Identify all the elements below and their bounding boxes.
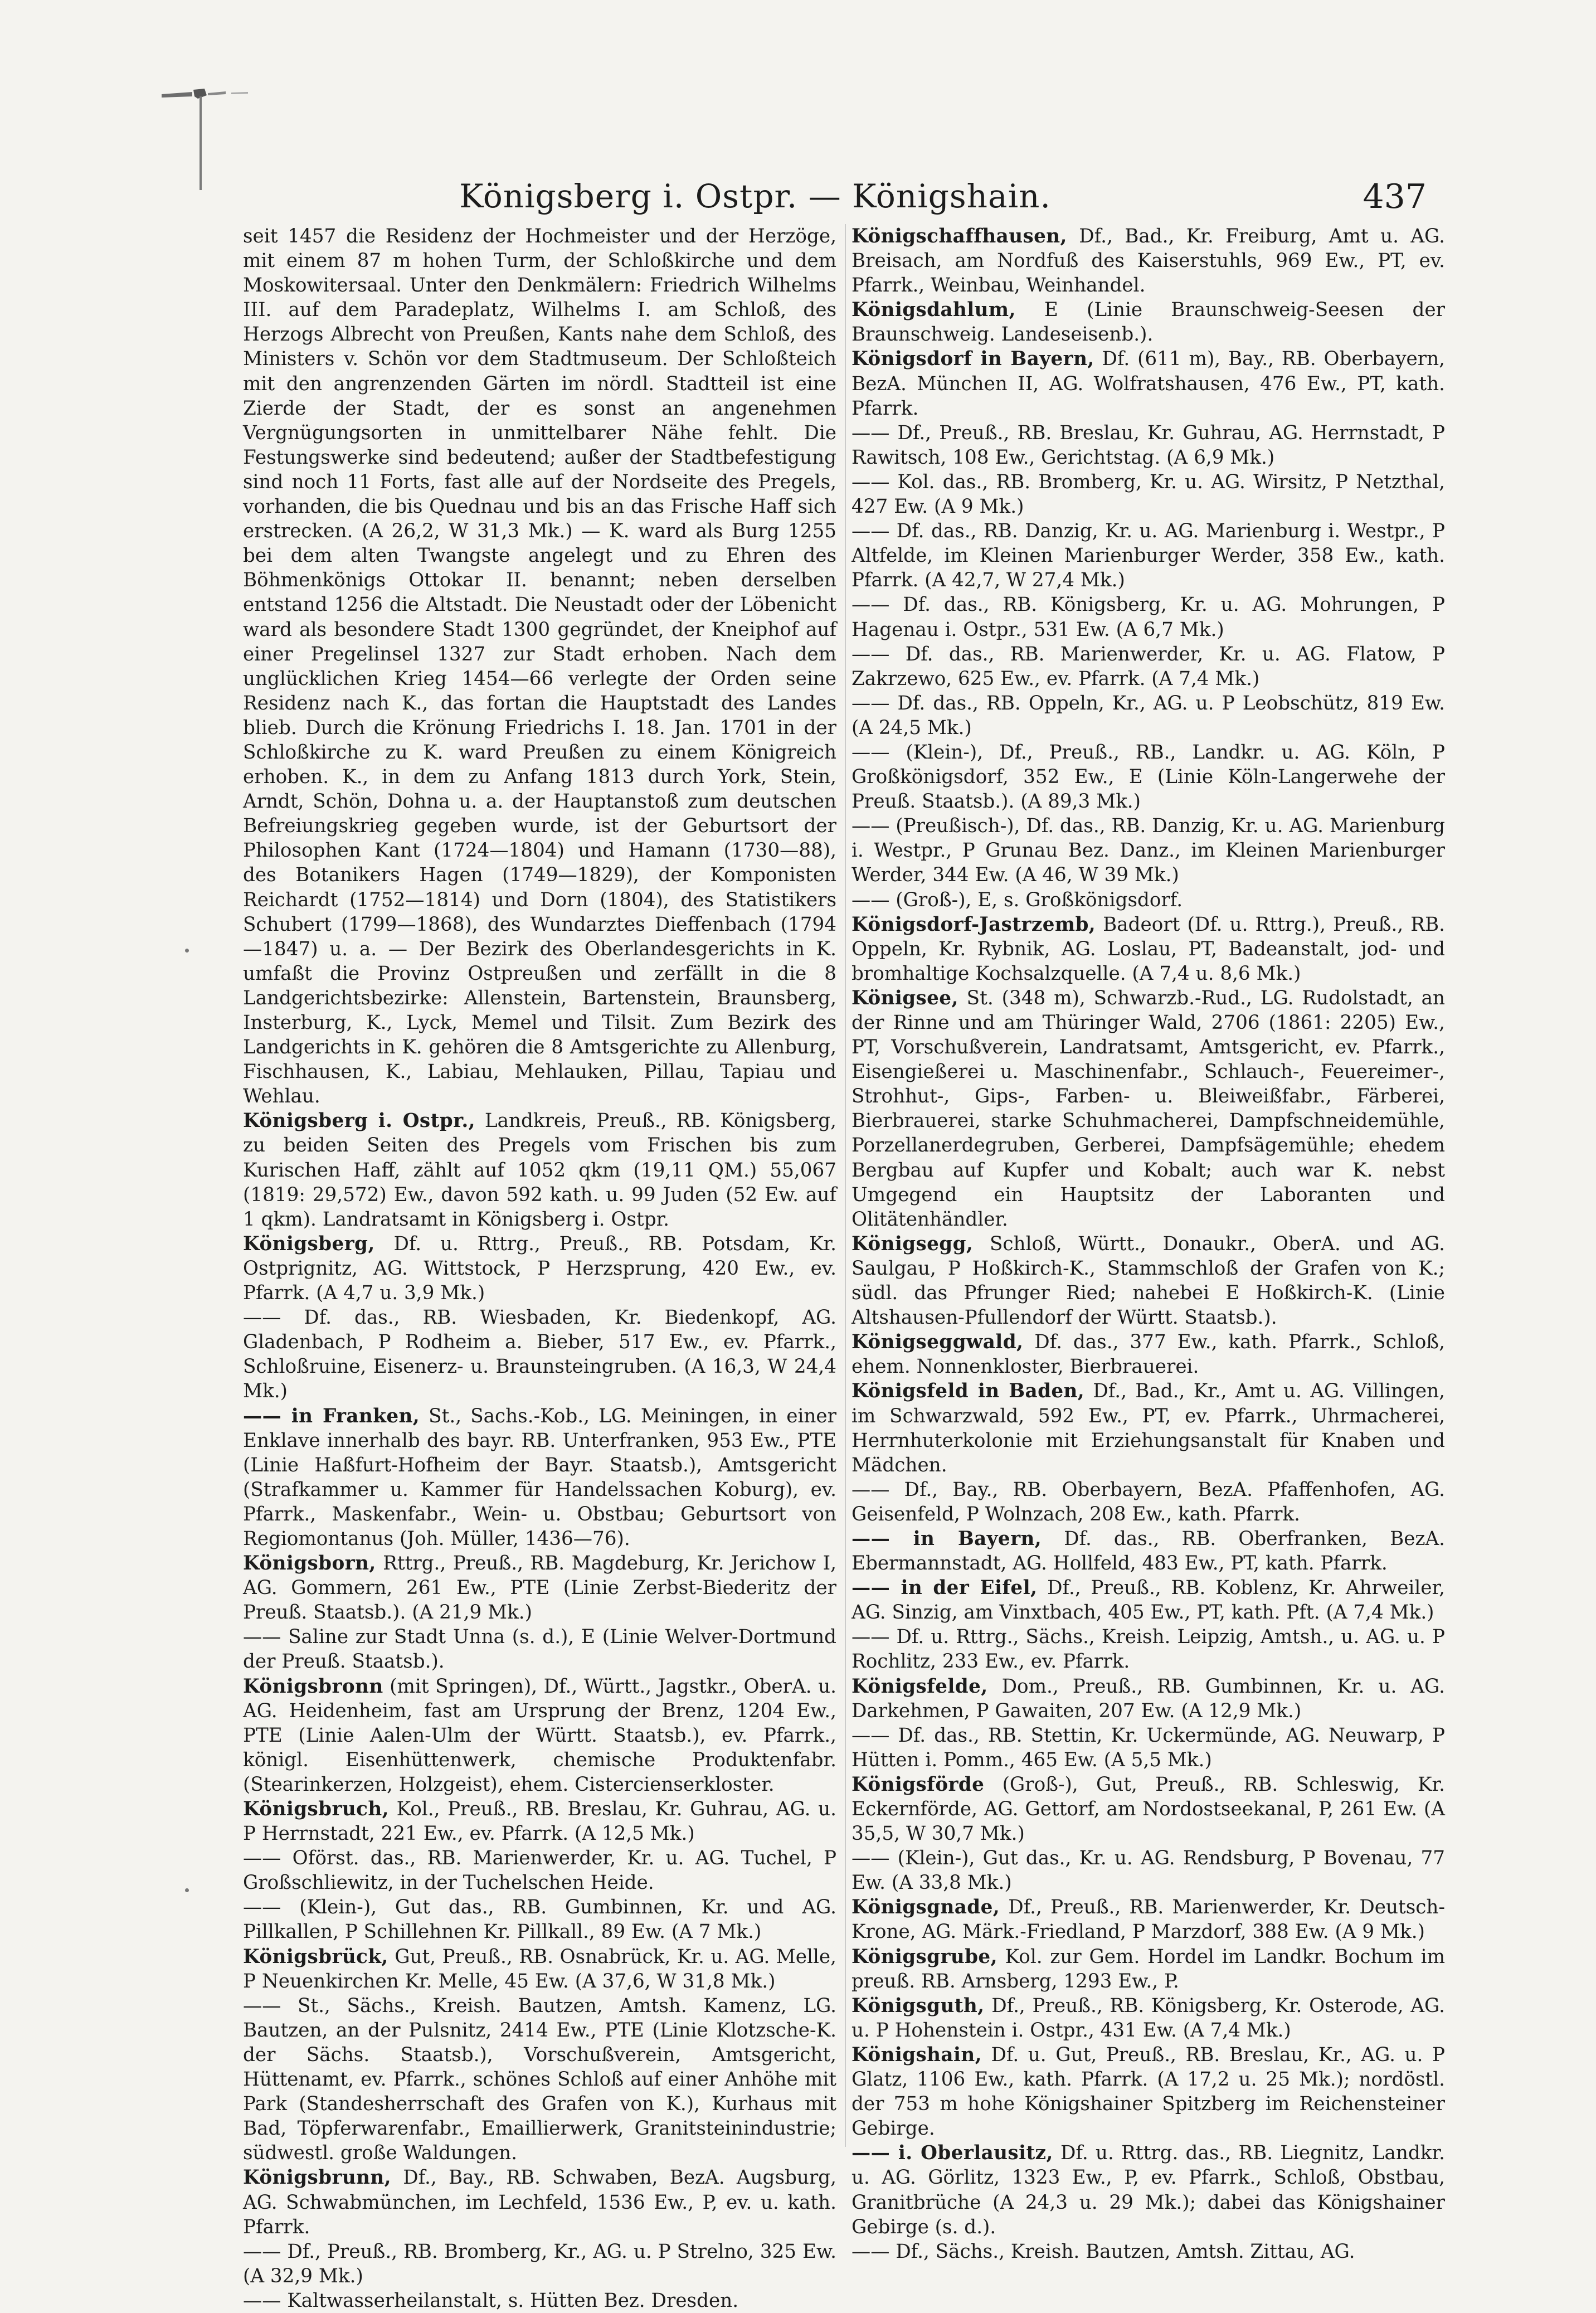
entry-text: —— Df., Bay., RB. Oberbayern, BezA. Pfaffenhofen, AG. Geisenfeld, P Wolnzach, 208 Ew., kath. Pfarrk. (851, 1478, 1445, 1525)
entry-text: —— Df. das., RB. Marienwerder, Kr. u. AG. Flatow, P Zakrzewo, 625 Ew., ev. Pfarrk. (A 7,4 Mk.) (851, 643, 1445, 690)
page-header (184, 177, 1427, 222)
entry-text: Badeort (Df. u. Rttrg.), Preuß., RB. Oppeln, Kr. Rybnik, AG. Loslau, PT, Badeanstalt, jod- und bromhaltige Kochsalzquelle. (A 7,4 u. 8,6 Mk.) (851, 913, 1445, 985)
entry-text: —— Kaltwasserheilanstalt, s. Hütten Bez. Dresden. (243, 2289, 739, 2312)
dictionary-entry (243, 1232, 836, 1305)
entry-text: —— Df. das., RB. Danzig, Kr. u. AG. Marienburg i. Westpr., P Altfelde, im Kleinen Marienburger Werder, 358 Ew., kath. Pfarrk. (A 42,7, W 27,4 Mk.) (851, 520, 1445, 592)
right-column (851, 224, 1446, 2263)
entry-text: Df., Bad., Kr. Freiburg, Amt u. AG. Breisach, am Nordfuß des Kaiserstuhls, 969 Ew., PT, ev. Pfarrk., Weinbau, Weinhandel. (851, 225, 1445, 297)
column-divider (845, 224, 846, 2147)
dictionary-entry (851, 642, 1445, 691)
entry-headword: Königsgnade, (851, 1896, 1000, 1919)
entry-headword: Königsbrunn, (243, 2166, 391, 2189)
dictionary-entry (851, 1994, 1445, 2043)
scan-mark-icon (159, 86, 270, 192)
entry-headword: Königsberg, (243, 1232, 375, 1255)
entry-text: —— St., Sächs., Kreish. Bautzen, Amtsh. Kamenz, LG. Bautzen, an der Pulsnitz, 2414 Ew., PTE (Linie Klotzsche-K. der Sächs. Staatsb.), Vorschußverein, Amtsgericht, Hüttenamt, ev. Pfarrk., schönes Schloß auf einer Anhöhe mit Park (Standesherrschaft des Grafen von K.), Kurhaus mit Bad, Töpferwarenfabr., Emaillierwerk, Granitsteinindustrie; südwestl. große Waldungen. (243, 1994, 836, 2165)
dictionary-entry (851, 592, 1445, 642)
entry-text: —— Df., Sächs., Kreish. Bautzen, Amtsh. Zittau, AG. (851, 2240, 1355, 2263)
dictionary-entry (243, 1404, 836, 1552)
entry-headword: Königsfelde, (851, 1675, 988, 1698)
entry-text: Df. das., 377 Ew., kath. Pfarrk., Schloß, ehem. Nonnenkloster, Bierbrauerei. (851, 1331, 1445, 1378)
dictionary-entry (851, 1945, 1445, 1994)
dictionary-entry (851, 1576, 1445, 1625)
dictionary-entry (851, 1232, 1445, 1330)
dictionary-entry (851, 2239, 1445, 2264)
margin-dot (185, 949, 189, 953)
entry-text: Df. das., RB. Oberfranken, BezA. Ebermannstadt, AG. Hollfeld, 483 Ew., PT, kath. Pfarrk. (851, 1527, 1446, 1575)
dictionary-entry (851, 421, 1445, 470)
entry-text: Df., Bay., RB. Schwaben, BezA. Augsburg, AG. Schwabmünchen, im Lechfeld, 1536 Ew., P, ev. u. kath. Pfarrk. (243, 2166, 836, 2238)
entry-text: Kol. zur Gem. Hordel im Landkr. Bochum im preuß. RB. Arnsberg, 1293 Ew., P. (851, 1945, 1445, 1993)
entry-text: Kol., Preuß., RB. Breslau, Kr. Guhrau, AG. u. P Herrnstadt, 221 Ew., ev. Pfarrk. (A 12,5 Mk.) (243, 1798, 836, 1845)
entry-headword: Königsee, (851, 987, 958, 1009)
dictionary-entry (243, 1846, 836, 1895)
entry-text: Landkreis, Preuß., RB. Königsberg, zu beiden Seiten des Pregels vom Frischen bis zum Kurischen Haff, zählt auf 1052 qkm (19,11 QM.) 55,067 (1819: 29,572) Ew., davon 592 kath. u. 99 Juden (52 Ew. auf 1 qkm). Landratsamt in Königsberg i. Ostpr. (243, 1110, 836, 1231)
running-title: Königsberg i. Ostpr. — Königshain. (459, 177, 1051, 215)
entry-text: Df., Preuß., RB. Königsberg, Kr. Osterode, AG. u. P Hohenstein i. Ostpr., 431 Ew. (A 7,4 Mk.) (851, 1994, 1445, 2042)
entry-text: —— Df. das., RB. Wiesbaden, Kr. Biedenkopf, AG. Gladenbach, P Rodheim a. Bieber, 517 Ew., ev. Pfarrk., Schloßruine, Eisenerz- u. Braunsteingruben. (A 16,3, W 24,4 Mk.) (243, 1306, 836, 1403)
entry-headword: —— in Bayern, (851, 1527, 1042, 1550)
entry-headword: Königseggwald, (851, 1331, 1024, 1354)
entry-headword: Königschaffhausen, (851, 225, 1067, 247)
entry-text: (mit Springen), Df., Württ., Jagstkr., OberA. u. AG. Heidenheim, fast am Ursprung der Brenz, 1204 Ew., PTE (Linie Aalen-Ulm der Württ. Staatsb.), ev. Pfarrk., königl. Eisenhüttenwerk, chemische Produktenfabr. (Stearinkerzen, Holzgeist), ehem. Cistercienserkloster. (243, 1675, 836, 1796)
entry-text: E (Linie Braunschweig-Seesen der Braunschweig. Landeseisenb.). (851, 299, 1445, 346)
dictionary-entry (243, 224, 836, 1109)
entry-text: —— (Klein-), Gut das., RB. Gumbinnen, Kr. und AG. Pillkallen, P Schillehnen Kr. Pillkall., 89 Ew. (A 7 Mk.) (243, 1896, 836, 1943)
dictionary-entry (851, 1330, 1445, 1379)
entry-text: —— Df., Preuß., RB. Bromberg, Kr., AG. u. P Strelno, 325 Ew. (A 32,9 Mk.) (243, 2240, 836, 2287)
entry-headword: Königsgrube, (851, 1945, 997, 1968)
dictionary-entry (851, 1478, 1445, 1527)
entry-text: Df., Bad., Kr., Amt u. AG. Villingen, im Schwarzwald, 592 Ew., PT, ev. Pfarrk., Uhrmacherei, Herrnhuterkolonie mit Erziehungsanstalt für Knaben und Mädchen. (851, 1380, 1446, 1476)
entry-text: —— Df. das., RB. Stettin, Kr. Uckermünde, AG. Neuwarp, P Hütten i. Pomm., 465 Ew. (A 5,5 Mk.) (851, 1724, 1445, 1771)
dictionary-entry (851, 691, 1445, 740)
dictionary-entry (243, 2239, 836, 2288)
dictionary-entry (243, 2165, 836, 2239)
dictionary-entry (243, 1994, 836, 2166)
dictionary-entry (851, 224, 1445, 298)
entry-text: Df., Preuß., RB. Koblenz, Kr. Ahrweiler, AG. Sinzig, am Vinxtbach, 405 Ew., PT, kath. Pft. (A 7,4 Mk.) (851, 1577, 1445, 1624)
entry-text: (Groß-), Gut, Preuß., RB. Schleswig, Kr. Eckernförde, AG. Gettorf, am Nordostseekanal, P, 261 Ew. (A 35,5, W 30,7 Mk.) (851, 1773, 1445, 1845)
dictionary-entry (851, 1379, 1445, 1477)
entry-text: St. (348 m), Schwarzb.-Rud., LG. Rudolstadt, an der Rinne und am Thüringer Wald, 2706 (1861: 2205) Ew., PT, Vorschußverein, Landratsamt, Amtsgericht, ev. Pfarrk., Eisengießerei u. Maschinenfabr., Schlauch-, Feuereimer-, Strohhut-, Gips-, Farben- u. Bleiweißfabr., Färberei, Bierbrauerei, starke Schuhmacherei, Dampfschneidemühle, Porzellanerdegruben, Gerberei, Dampfsägemühle; ehedem Bergbau auf Kupfer und Kobalt; auch war K. nebst Umgegend ein Hauptsitz der Laboranten und Olitätenhändler. (851, 987, 1445, 1231)
entry-headword: Königsdorf in Bayern, (851, 348, 1094, 371)
dictionary-entry (243, 1109, 836, 1231)
dictionary-entry (851, 1625, 1445, 1674)
entry-headword: Königsbrück, (243, 1945, 388, 1968)
dictionary-entry (851, 1674, 1445, 1723)
dictionary-entry (851, 2043, 1445, 2141)
entry-text: Df. u. Gut, Preuß., RB. Breslau, Kr., AG. u. P Glatz, 1106 Ew., kath. Pfarrk. (A 17,2 u. 25 Mk.); nordöstl. der 753 m hohe Königshainer Spitzberg im Reichensteiner Gebirge. (851, 2043, 1445, 2140)
dictionary-entry (851, 888, 1445, 912)
entry-text: —— (Klein-), Gut das., Kr. u. AG. Rendsburg, P Bovenau, 77 Ew. (A 33,8 Mk.) (851, 1847, 1445, 1894)
entry-text: —— Df. u. Rttrg., Sächs., Kreish. Leipzig, Amtsh., u. AG. u. P Rochlitz, 233 Ew., ev. Pfarrk. (851, 1626, 1445, 1673)
dictionary-entry (243, 1305, 836, 1403)
dictionary-entry (851, 986, 1445, 1232)
dictionary-entry (243, 1674, 836, 1797)
entry-headword: Königsegg, (851, 1232, 974, 1255)
dictionary-entry (851, 519, 1445, 592)
entry-text: Df. u. Rttrg. das., RB. Liegnitz, Landkr. u. AG. Görlitz, 1323 Ew., P, ev. Pfarrk., Schloß, Obstbau, Granitbrüche (A 24,3 u. 29 Mk.); dabei das Königshainer Gebirge (s. d.). (851, 2142, 1445, 2238)
dictionary-entry (851, 814, 1445, 887)
dictionary-entry (243, 1945, 836, 1994)
left-column (243, 224, 836, 2312)
dictionary-entry (851, 347, 1445, 420)
dictionary-entry (851, 1846, 1445, 1895)
entry-text: Rttrg., Preuß., RB. Magdeburg, Kr. Jerichow I, AG. Gommern, 261 Ew., PTE (Linie Zerbst-Biederitz der Preuß. Staatsb.). (A 21,9 Mk.) (243, 1552, 836, 1624)
entry-text: Df., Preuß., RB. Marienwerder, Kr. Deutsch-Krone, AG. Märk.-Friedland, P Marzdorf, 388 Ew. (A 9 Mk.) (851, 1896, 1445, 1943)
entry-text: —— (Klein-), Df., Preuß., RB., Landkr. u. AG. Köln, P Großkönigsdorf, 352 Ew., E (Linie Köln-Langerwehe der Preuß. Staatsb.). (A 89,3 Mk.) (851, 741, 1445, 813)
entry-text: —— Kol. das., RB. Bromberg, Kr. u. AG. Wirsitz, P Netzthal, 427 Ew. (A 9 Mk.) (851, 470, 1445, 518)
dictionary-entry (851, 1723, 1445, 1772)
entry-text: —— Saline zur Stadt Unna (s. d.), E (Linie Welver-Dortmund der Preuß. Staatsb.). (243, 1626, 836, 1673)
dictionary-entry (243, 1895, 836, 1944)
entry-text: Schloß, Württ., Donaukr., OberA. und AG. Saulgau, P Hoßkirch-K., Stammschloß der Grafen von K.; südl. das Pfrunger Ried; nahebei E Hoßkirch-K. (Linie Altshausen-Pfullendorf der Württ. Staatsb.). (851, 1232, 1445, 1329)
entry-text: —— Df., Preuß., RB. Breslau, Kr. Guhrau, AG. Herrnstadt, P Rawitsch, 108 Ew., Gerichtstag. (A 6,9 Mk.) (851, 421, 1445, 469)
entry-text: St., Sachs.-Kob., LG. Meiningen, in einer Enklave innerhalb des bayr. RB. Unterfranken, 953 Ew., PTE (Linie Haßfurt-Hofheim der Bayr. Staatsb.), Amtsgericht (Strafkammer u. Kammer für Handelssachen Koburg), ev. Pfarrk., Maskenfabr., Wein- u. Obstbau; Geburtsort von Regiomontanus (Joh. Müller, 1436—76). (243, 1405, 836, 1550)
entry-headword: Königsberg i. Ostpr., (243, 1110, 475, 1133)
entry-headword: Königsdorf-Jastrzemb, (851, 913, 1096, 936)
dictionary-entry (851, 912, 1445, 986)
entry-headword: Königsförde (851, 1773, 985, 1796)
entry-headword: Königshain, (851, 2043, 982, 2066)
entry-text: —— Df. das., RB. Königsberg, Kr. u. AG. Mohrungen, P Hagenau i. Ostpr., 531 Ew. (A 6,7 Mk.) (851, 594, 1445, 641)
entry-headword: —— i. Oberlausitz, (851, 2142, 1053, 2165)
entry-text: —— Df. das., RB. Oppeln, Kr., AG. u. P Leobschütz, 819 Ew. (A 24,5 Mk.) (851, 692, 1445, 739)
entry-text: —— (Groß-), E, s. Großkönigsdorf. (851, 888, 1183, 911)
entry-text: Df. (611 m), Bay., RB. Oberbayern, BezA. München II, AG. Wolfratshausen, 476 Ew., PT, kath. Pfarrk. (851, 348, 1445, 420)
entry-text: seit 1457 die Residenz der Hochmeister und der Herzöge, mit einem 87 m hohen Turm, der Schloßkirche und dem Moskowitersaal. Unter den Denkmälern: Friedrich Wilhelms III. auf dem Paradeplatz, Wilhelms I. am Schloß, des Herzogs Albrecht von Preußen, Kants nahe dem Schloß, des Ministers v. Schön vor dem Stadtmuseum. Der Schloßteich mit den angrenzenden Gärten im nördl. Stadtteil ist eine Zierde der Stadt, der es sonst an angenehmen Vergnügungsorten in unmittelbarer Nähe fehlt. Die Festungswerke sind bedeutend; außer der Stadtbefestigung sind noch 11 Forts, fast alle auf der Nordseite des Pregels, vorhanden, die bis Quednau und bis an das Frische Haff sich erstrecken. (A 26,2, W 31,3 Mk.) — K. ward als Burg 1255 bei dem alten Twangste angelegt und zu Ehren des Böhmenkönigs Ottokar II. benannt; neben derselben entstand 1256 die Altstadt. Die Neustadt oder der Löbenicht ward als besondere Stadt 1300 gegründet, der Kneiphof auf einer Pregelinsel 1327 zur Stadt erhoben. Nach dem unglücklichen Krieg 1454—66 verlegte der Orden seine Residenz nach K., das fortan die Hauptstadt des Landes blieb. Durch die Krönung Friedrichs I. 18. Jan. 1701 in der Schloßkirche zu K. ward Preußen zu einem Königreich erhoben. K., in dem zu Anfang 1813 durch York, Stein, Arndt, Schön, Dohna u. a. der Hauptanstoß zum deutschen Befreiungskrieg gegeben wurde, ist der Geburtsort der Philosophen Kant (1724—1804) und Hamann (1730—88), des Botanikers Hagen (1749—1829), der Komponisten Reichardt (1752—1814) und Dorn (1804), des Statistikers Schubert (1799—1868), des Wundarztes Dieffenbach (1794—1847) u. a. — Der Bezirk des Oberlandesgerichts in K. umfaßt die Provinz Ostpreußen und zerfällt in die 8 Landgerichtsbezirke: Allenstein, Bartenstein, Braunsberg, Insterburg, K., Lyck, Memel und Tilsit. Zum Bezirk des Landgerichts in K. gehören die 8 Amtsgerichte zu Allenburg, Fischhausen, K., Labiau, Mehlauken, Pillau, Tapiau und Wehlau. (243, 225, 836, 1108)
entry-headword: —— in Franken, (243, 1405, 420, 1427)
dictionary-entry (851, 298, 1445, 347)
dictionary-entry (243, 1625, 836, 1674)
dictionary-entry (851, 1772, 1445, 1846)
dictionary-entry (851, 740, 1445, 814)
entry-headword: Königsfeld in Baden, (851, 1380, 1085, 1403)
margin-dot (185, 1888, 189, 1892)
dictionary-entry (243, 1551, 836, 1625)
entry-headword: Königsbronn (243, 1675, 383, 1698)
dictionary-entry (243, 1797, 836, 1846)
entry-text: —— Oförst. das., RB. Marienwerder, Kr. u. AG. Tuchel, P Großschliewitz, in der Tuchelschen Heide. (243, 1847, 836, 1894)
dictionary-entry (851, 1527, 1445, 1576)
entry-headword: Königsborn, (243, 1552, 376, 1575)
entry-text: Gut, Preuß., RB. Osnabrück, Kr. u. AG. Melle, P Neuenkirchen Kr. Melle, 45 Ew. (A 37,6, W 31,8 Mk.) (243, 1945, 836, 1993)
dictionary-entry (851, 2141, 1445, 2239)
dictionary-entry (851, 470, 1445, 519)
page-number: 437 (1363, 177, 1427, 216)
entry-headword: Königsdahlum, (851, 299, 1016, 322)
dictionary-entry (243, 2288, 836, 2313)
entry-text: Dom., Preuß., RB. Gumbinnen, Kr. u. AG. Darkehmen, P Gawaiten, 207 Ew. (A 12,9 Mk.) (851, 1675, 1445, 1722)
entry-text: —— (Preußisch-), Df. das., RB. Danzig, Kr. u. AG. Marienburg i. Westpr., P Grunau Bez. Danz., im Kleinen Marienburger Werder, 344 Ew. (A 46, W 39 Mk.) (851, 815, 1445, 887)
entry-headword: Königsguth, (851, 1994, 985, 2017)
dictionary-entry (851, 1895, 1445, 1944)
entry-text: Df. u. Rttrg., Preuß., RB. Potsdam, Kr. Ostprignitz, AG. Wittstock, P Herzsprung, 420 Ew., ev. Pfarrk. (A 4,7 u. 3,9 Mk.) (243, 1232, 836, 1305)
entry-headword: —— in der Eifel, (851, 1577, 1038, 1600)
entry-headword: Königsbruch, (243, 1798, 389, 1820)
